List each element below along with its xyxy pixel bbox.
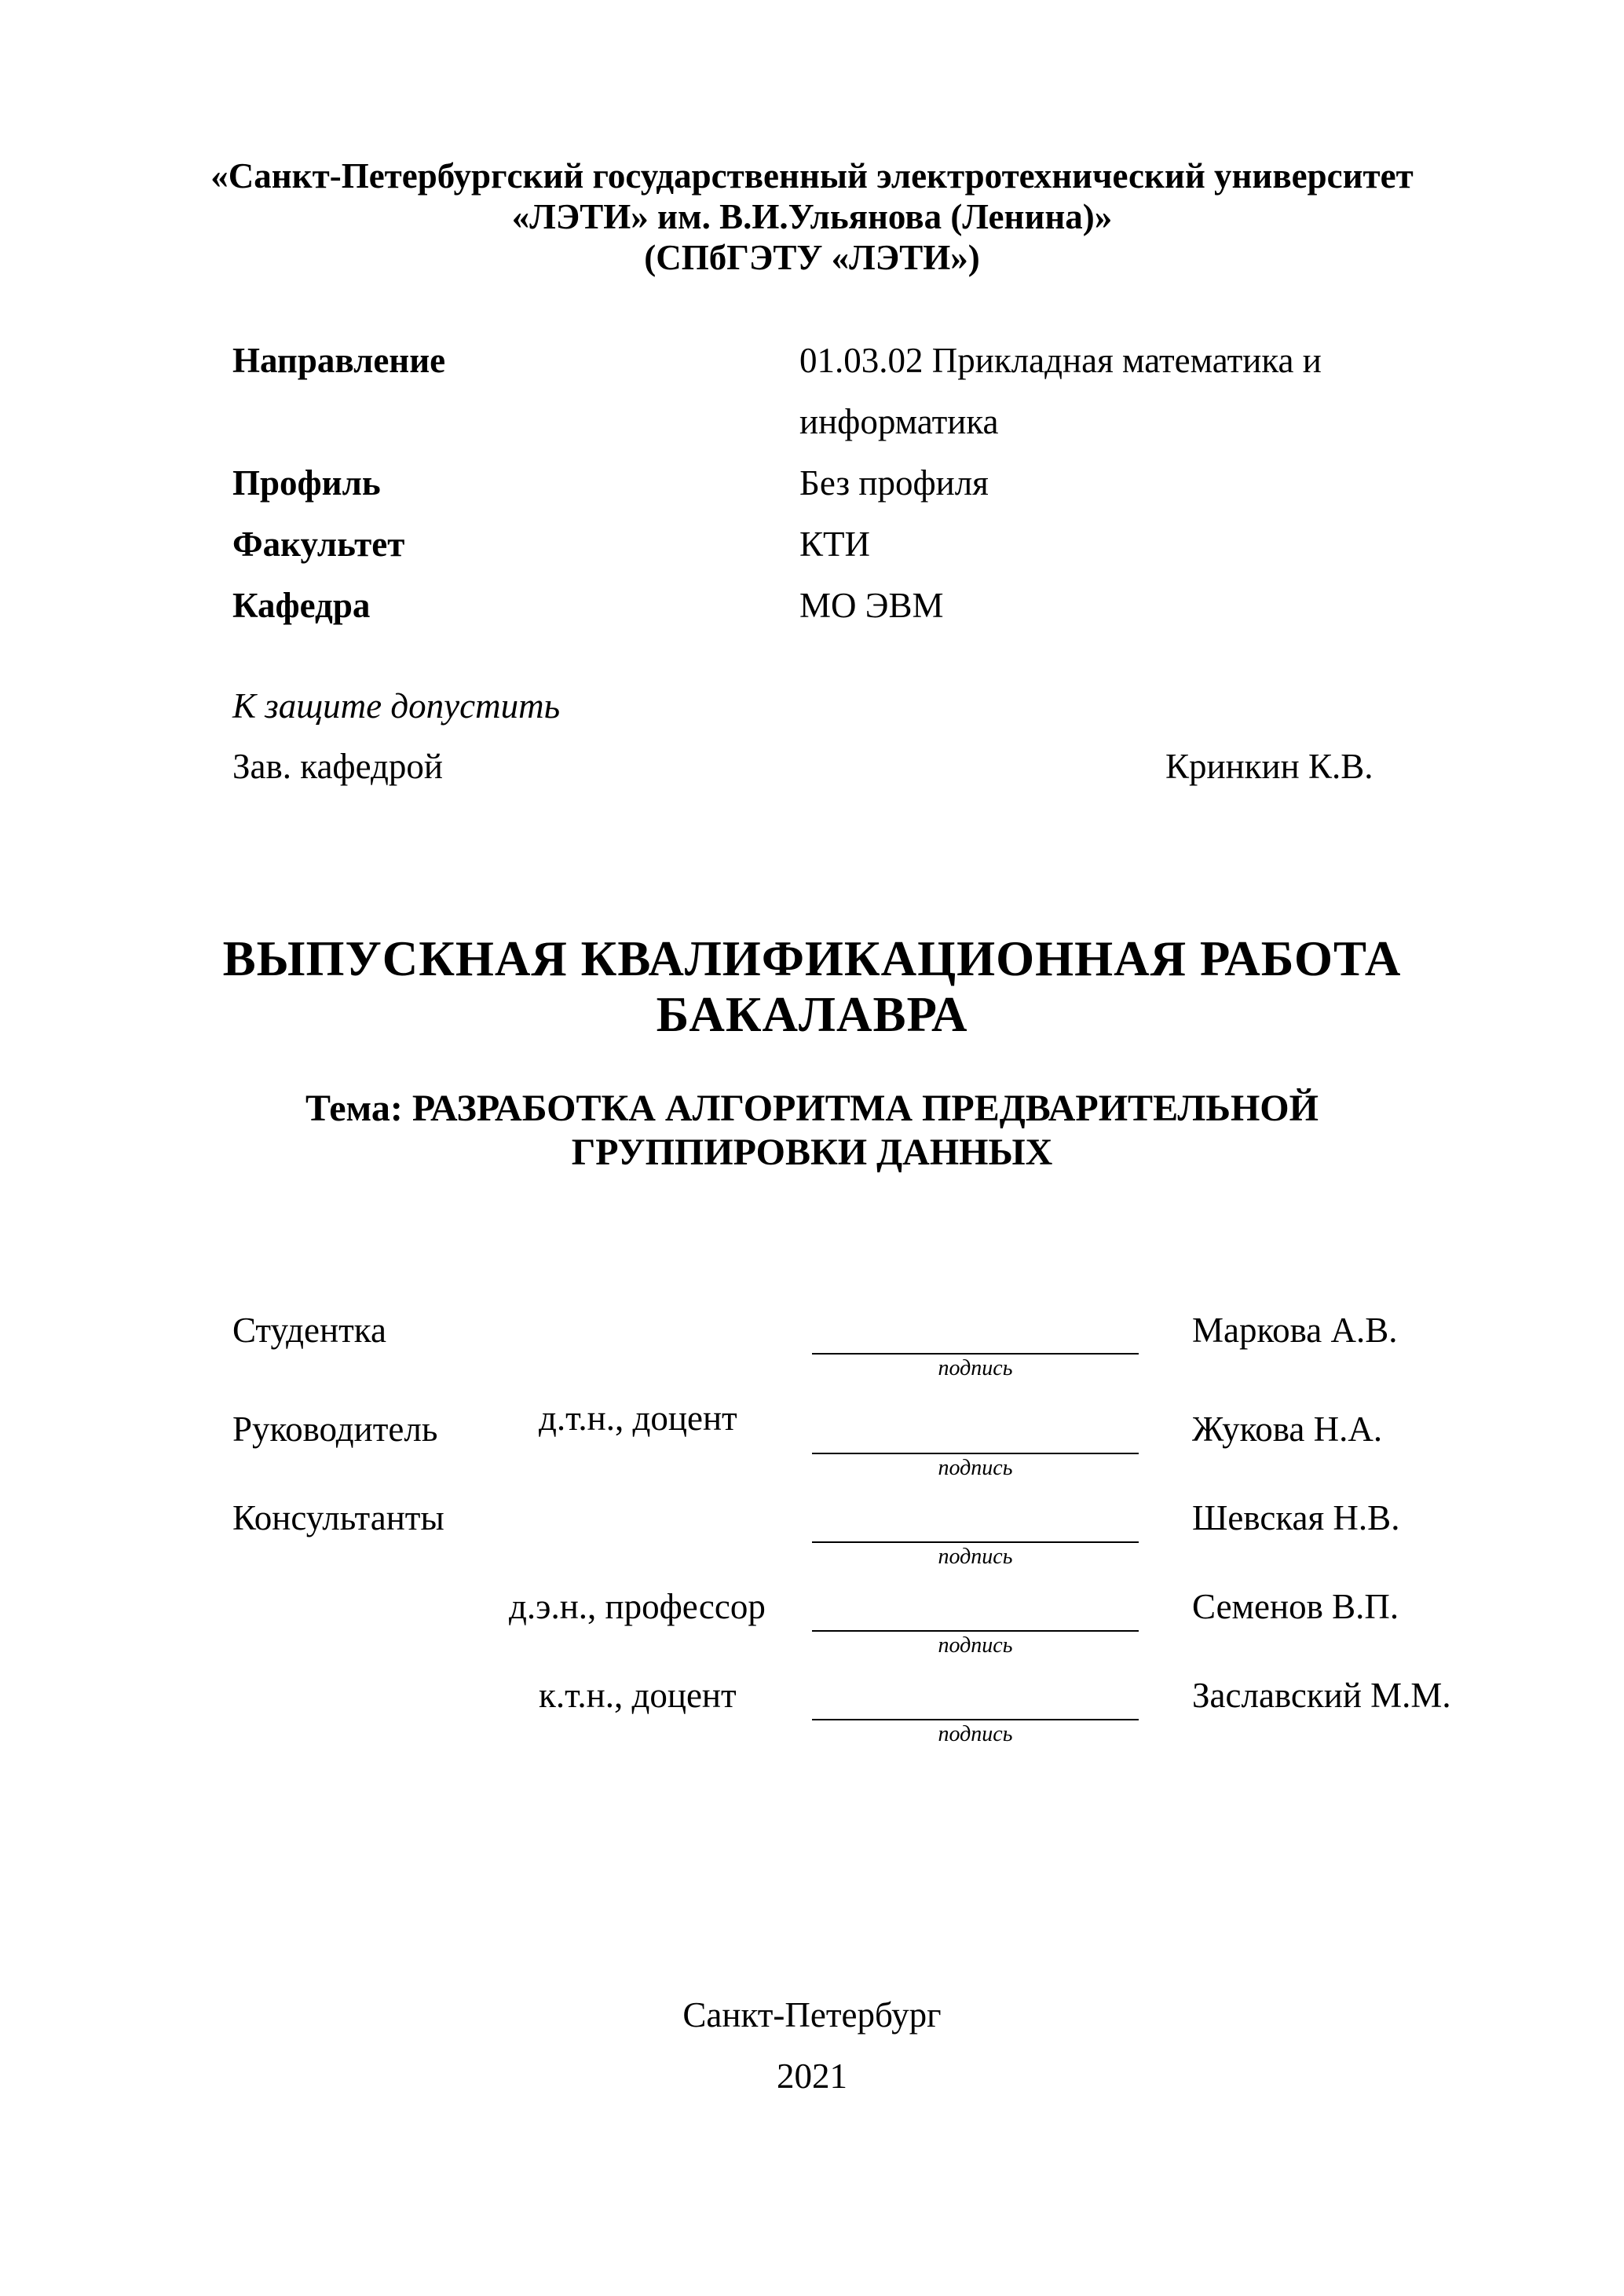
work-title-line-1: ВЫПУСКНАЯ КВАЛИФИКАЦИОННАЯ РАБОТА (222, 931, 1402, 986)
footer-city: Санкт-Петербург (682, 1995, 942, 2035)
signature-degree-consultant-2: д.э.н., профессор (509, 1587, 766, 1626)
topic-line-1: Тема: РАЗРАБОТКА АЛГОРИТМА ПРЕДВАРИТЕЛЬНОЙ (305, 1088, 1319, 1129)
signature-role-supervisor: Руководитель (232, 1409, 438, 1449)
signature-caption: подпись (938, 1545, 1013, 1569)
faculty-label: Факультет (232, 525, 405, 564)
signature-degree-consultant-3: к.т.н., доцент (539, 1676, 737, 1715)
faculty-value: КТИ (799, 525, 870, 564)
signature-line (812, 1453, 1139, 1454)
signature-caption: подпись (938, 1722, 1013, 1746)
department-label: Кафедра (232, 586, 371, 625)
head-of-department-label: Зав. кафедрой (232, 747, 443, 786)
signature-name-consultant-1: Шевская Н.В. (1192, 1498, 1400, 1537)
admission-title: К защите допустить (232, 686, 561, 726)
signature-name-supervisor: Жукова Н.А. (1192, 1409, 1383, 1449)
work-title-line-2: БАКАЛАВРА (656, 987, 968, 1042)
footer-year: 2021 (777, 2057, 847, 2096)
signature-name-consultant-3: Заславский М.М. (1192, 1676, 1451, 1715)
university-name-line-1: «Санкт-Петербургский государственный электротехнический университет (210, 156, 1414, 196)
direction-value-line-1: 01.03.02 Прикладная математика и (799, 341, 1322, 380)
profile-value: Без профиля (799, 463, 989, 503)
topic-line-2: ГРУППИРОВКИ ДАННЫХ (571, 1132, 1053, 1173)
signature-role-student: Студентка (232, 1311, 386, 1350)
university-name-line-2: «ЛЭТИ» им. В.И.Ульянова (Ленина)» (511, 197, 1113, 236)
signature-caption: подпись (938, 1456, 1013, 1480)
signature-line (812, 1630, 1139, 1632)
signature-name-consultant-2: Семенов В.П. (1192, 1587, 1399, 1626)
signature-line (812, 1719, 1139, 1720)
signature-degree-supervisor: д.т.н., доцент (539, 1398, 737, 1438)
signature-caption: подпись (938, 1356, 1013, 1380)
direction-value-line-2: информатика (799, 402, 999, 441)
signature-name-student: Маркова А.В. (1192, 1311, 1398, 1350)
signature-line (812, 1541, 1139, 1543)
direction-label: Направление (232, 341, 446, 380)
profile-label: Профиль (232, 463, 381, 503)
head-of-department-name: Кринкин К.В. (1165, 747, 1373, 786)
signature-caption: подпись (938, 1633, 1013, 1658)
department-value: МО ЭВМ (799, 586, 944, 625)
university-abbreviation: (СПбГЭТУ «ЛЭТИ») (644, 238, 980, 277)
signature-line (812, 1353, 1139, 1355)
signature-role-consultants: Консультанты (232, 1498, 444, 1537)
